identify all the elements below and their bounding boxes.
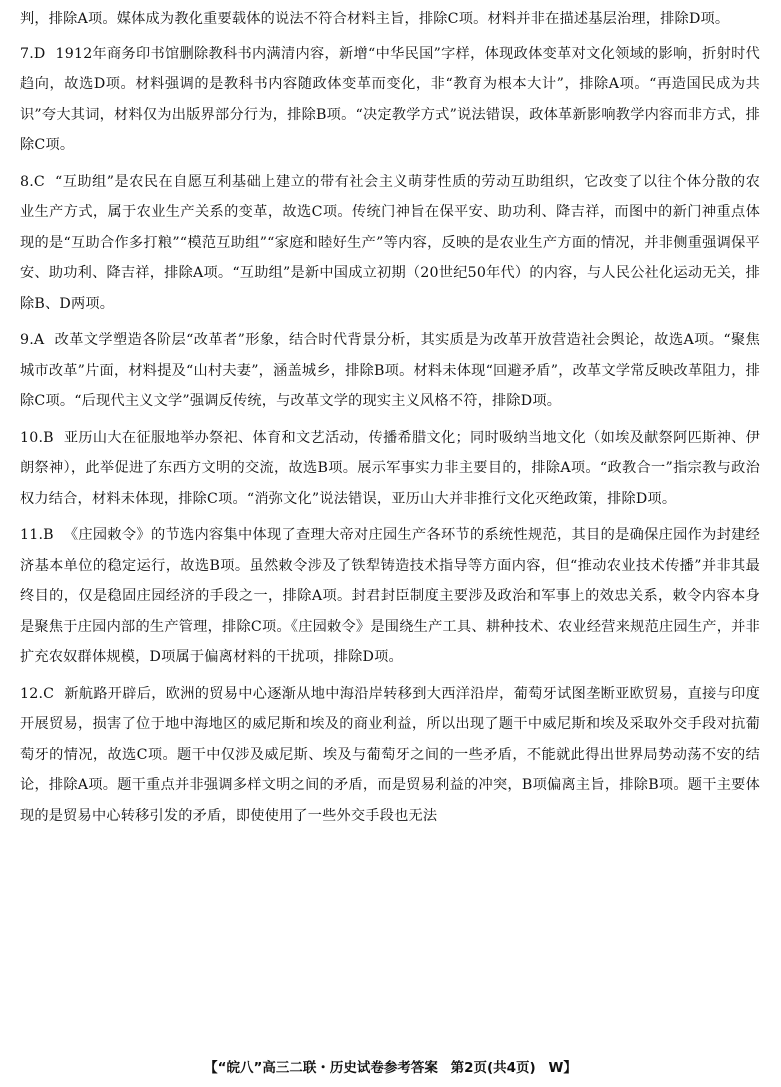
footer-code: W】 [548,1060,577,1076]
answer-12 [20,679,760,832]
answer-7 [20,39,760,161]
answer-8 [20,167,760,320]
answer-number: 9.A [20,332,45,348]
answer-number: 12.C [20,685,55,702]
paragraph-text: 改革文学塑造各阶层“改革者”形象，结合时代背景分析，其实质是为改革开放营造社会舆论，故选A项。“聚焦城市改革”片面，材料提及“山村夫妻”，涵盖城乡，排除B项。材料未体现“回避矛盾”，改革文学常反映改革阻力，排除C项。“后现代主义文学”强调反传统，与改革文学的现实主义风格不符，排除D项。 [20,332,760,409]
answer-paragraph-continuation [20,4,760,35]
page-footer [0,1056,781,1076]
paragraph-text: 《庄园敕令》的节选内容集中体现了查理大帝对庄园生产各环节的系统性规范，其目的是确保庄园作为封建经济基本单位的稳定运行，故选B项。虽然敕令涉及了铁犁铸造技术指导等方面内容，但“推动农业技术传播”并非其最终目的，仅是稳固庄园经济的手段之一，排除A项。封君封臣制度主要涉及政治和军事上的效忠关系，敕令内容本身是聚焦于庄园内部的生产管理，排除C项。《庄园敕令》是围绕生产工具、耕种技术、农业经营来规范庄园生产，并非扩充农奴群体规模，D项属于偏离材料的干扰项，排除D项。 [20,527,760,665]
answer-number: 7.D [20,45,46,62]
paragraph-text: 新航路开辟后，欧洲的贸易中心逐渐从地中海沿岸转移到大西洋沿岸，葡萄牙试图垄断亚欧贸易，直接与印度开展贸易，损害了位于地中海地区的威尼斯和埃及的商业利益，所以出现了题干中威尼斯和埃及采取外交手段对抗葡萄牙的情况，故选C项。题干中仅涉及威尼斯、埃及与葡萄牙之间的一些矛盾，不能就此得出世界局势动荡不安的结论，排除A项。题干重点并非强调多样文明之间的矛盾，而是贸易利益的冲突，B项偏离主旨，排除B项。题干主要体现的是贸易中心转移引发的矛盾，即使使用了一些外交手段也无法 [20,685,760,824]
answer-10 [20,423,760,515]
answer-text [20,4,760,837]
answer-11 [20,520,760,673]
answer-number: 10.B [20,429,54,446]
paragraph-text: “互助组”是农民在自愿互利基础上建立的带有社会主义萌芽性质的劳动互助组织，它改变了以往个体分散的农业生产方式，属于农业生产关系的变革，故选C项。传统门神旨在保平安、助功利、降吉祥，而图中的新门神重点体现的是“互助合作多打粮”“模范互助组”“家庭和睦好生产”等内容，反映的是农业生产方面的情况，并非侧重强调保平安、助功利、降吉祥，排除A项。“互助组”是新中国成立初期（20世纪50年代）的内容，与人民公社化运动无关，排除B、D两项。 [20,173,760,312]
footer-page-number: 第2页(共4页) [450,1060,536,1076]
answer-9 [20,325,760,417]
answer-number: 8.C [20,173,45,190]
paragraph-text: 亚历山大在征服地举办祭祀、体育和文艺活动，传播希腊文化；同时吸纳当地文化（如埃及献祭阿匹斯神、伊朗祭神），此举促进了东西方文明的交流，故选B项。展示军事实力非主要目的，排除A项。“政教合一”指宗教与政治权力结合，材料未体现，排除C项。“消弥文化”说法错误，亚历山大并非推行文化灭绝政策，排除D项。 [20,429,760,507]
paragraph-text: 1912年商务印书馆删除教科书内满清内容，新增“中华民国”字样，体现政体变革对文化领域的影响，折射时代趋向，故选D项。材料强调的是教科书内容随政体变革而变化，非“教育为根本大计”，排除A项。“再造国民成为共识”夸大其词，材料仅为出版界部分行为，排除B项。“决定教学方式”说法错误，政体革新影响教学内容而非方式，排除C项。 [20,45,760,153]
footer-title: 【“皖八”高三二联・历史试卷参考答案 [204,1060,438,1076]
paragraph-text: 判，排除A项。媒体成为教化重要载体的说法不符合材料主旨，排除C项。材料并非在描述基层治理，排除D项。 [20,11,730,27]
answer-number: 11.B [20,527,54,543]
